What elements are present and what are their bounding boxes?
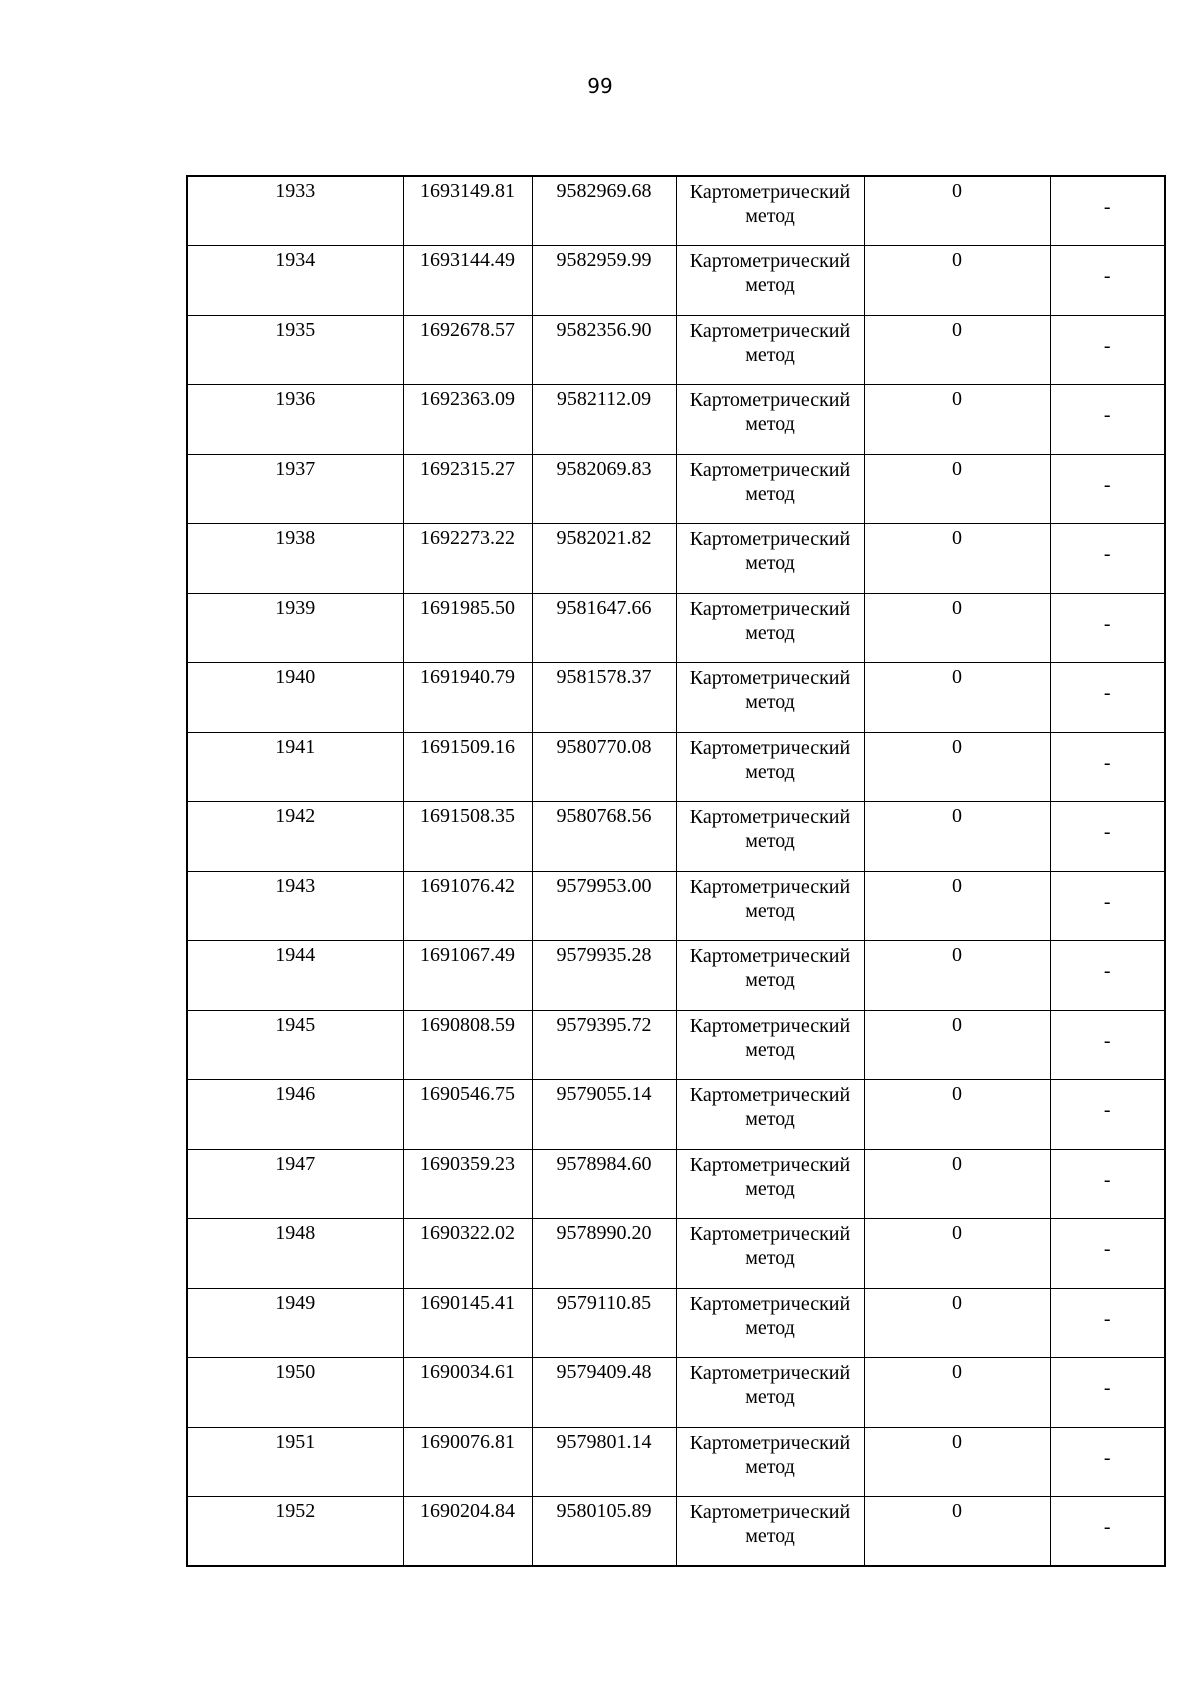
note-cell: - <box>1050 1497 1165 1567</box>
method-cell <box>676 732 864 802</box>
method-line-1: Картометрический <box>689 597 851 620</box>
x-coordinate-cell: 1693144.49 <box>403 246 532 316</box>
table-row <box>187 1080 1165 1150</box>
x-coordinate-cell: 1690204.84 <box>403 1497 532 1567</box>
accuracy-cell: 0 <box>864 454 1050 524</box>
x-coordinate-cell: 1691076.42 <box>403 871 532 941</box>
point-number-cell: 1952 <box>187 1497 403 1567</box>
method-cell <box>676 1219 864 1289</box>
method-line-1: Картометрический <box>689 945 851 967</box>
note-cell: - <box>1050 454 1165 524</box>
note-cell: - <box>1050 315 1165 385</box>
note-cell: - <box>1050 871 1165 941</box>
accuracy-cell: 0 <box>864 1149 1050 1219</box>
accuracy-cell: 0 <box>864 246 1050 316</box>
point-number-cell: 1936 <box>187 385 403 455</box>
table-row <box>187 1149 1165 1219</box>
method-line-2: метод <box>745 1247 795 1269</box>
x-coordinate-cell: 1693149.81 <box>403 176 532 246</box>
point-number-cell: 1938 <box>187 524 403 594</box>
note-cell: - <box>1050 1288 1165 1358</box>
y-coordinate-cell: 9580768.56 <box>532 802 676 872</box>
method-line-2: метод <box>745 205 795 227</box>
note-cell: - <box>1050 1219 1165 1289</box>
table-row <box>187 1497 1165 1567</box>
method-cell <box>676 1497 864 1567</box>
method-line-2: метод <box>745 969 795 991</box>
x-coordinate-cell: 1692315.27 <box>403 454 532 524</box>
x-coordinate-cell: 1690076.81 <box>403 1427 532 1497</box>
note-cell: - <box>1050 732 1165 802</box>
note-cell: - <box>1050 593 1165 663</box>
table-row <box>187 176 1165 246</box>
method-cell <box>676 454 864 524</box>
method-line-1: Картометрический <box>689 319 851 342</box>
method-line-2: метод <box>745 899 795 922</box>
y-coordinate-cell: 9580770.08 <box>532 732 676 802</box>
accuracy-cell: 0 <box>864 732 1050 802</box>
method-line-1: Картометрический <box>689 736 851 759</box>
x-coordinate-cell: 1691508.35 <box>403 802 532 872</box>
method-cell <box>676 802 864 872</box>
method-line-2: метод <box>745 552 795 574</box>
method-cell <box>676 1288 864 1358</box>
table-row <box>187 593 1165 663</box>
accuracy-cell: 0 <box>864 1427 1050 1497</box>
accuracy-cell: 0 <box>864 1497 1050 1567</box>
method-cell <box>676 593 864 663</box>
method-line-2: метод <box>745 621 795 644</box>
method-cell <box>676 246 864 316</box>
method-line-2: метод <box>745 1386 795 1408</box>
method-cell <box>676 524 864 594</box>
y-coordinate-cell: 9579801.14 <box>532 1427 676 1497</box>
note-cell: - <box>1050 1080 1165 1150</box>
table-row <box>187 732 1165 802</box>
x-coordinate-cell: 1690359.23 <box>403 1149 532 1219</box>
y-coordinate-cell: 9581578.37 <box>532 663 676 733</box>
method-line-2: метод <box>745 1316 795 1339</box>
note-cell: - <box>1050 246 1165 316</box>
method-line-2: метод <box>745 482 795 505</box>
accuracy-cell: 0 <box>864 1358 1050 1428</box>
note-cell: - <box>1050 1427 1165 1497</box>
x-coordinate-cell: 1692273.22 <box>403 524 532 594</box>
accuracy-cell: 0 <box>864 524 1050 594</box>
method-line-1: Картометрический <box>689 1431 851 1454</box>
y-coordinate-cell: 9579935.28 <box>532 941 676 1011</box>
x-coordinate-cell: 1690808.59 <box>403 1010 532 1080</box>
point-number-cell: 1947 <box>187 1149 403 1219</box>
table-row <box>187 802 1165 872</box>
note-cell: - <box>1050 663 1165 733</box>
method-cell <box>676 941 864 1011</box>
method-line-1: Картометрический <box>689 1223 851 1245</box>
coordinates-table <box>186 175 1166 1567</box>
method-line-1: Картометрический <box>689 1014 851 1037</box>
method-cell <box>676 871 864 941</box>
method-line-1: Картометрический <box>689 250 851 272</box>
accuracy-cell: 0 <box>864 871 1050 941</box>
table-row <box>187 1427 1165 1497</box>
y-coordinate-cell: 9578990.20 <box>532 1219 676 1289</box>
table-row <box>187 385 1165 455</box>
method-cell <box>676 1010 864 1080</box>
x-coordinate-cell: 1691067.49 <box>403 941 532 1011</box>
point-number-cell: 1933 <box>187 176 403 246</box>
accuracy-cell: 0 <box>864 1219 1050 1289</box>
note-cell: - <box>1050 1358 1165 1428</box>
point-number-cell: 1935 <box>187 315 403 385</box>
x-coordinate-cell: 1690322.02 <box>403 1219 532 1289</box>
note-cell: - <box>1050 385 1165 455</box>
method-cell <box>676 176 864 246</box>
table-row <box>187 454 1165 524</box>
note-cell: - <box>1050 941 1165 1011</box>
accuracy-cell: 0 <box>864 385 1050 455</box>
point-number-cell: 1934 <box>187 246 403 316</box>
method-line-1: Картометрический <box>689 528 851 550</box>
method-line-1: Картометрический <box>689 389 851 411</box>
method-line-1: Картометрический <box>689 458 851 481</box>
accuracy-cell: 0 <box>864 1010 1050 1080</box>
method-cell <box>676 385 864 455</box>
point-number-cell: 1946 <box>187 1080 403 1150</box>
point-number-cell: 1944 <box>187 941 403 1011</box>
method-line-1: Картометрический <box>689 875 851 898</box>
method-line-2: метод <box>745 413 795 435</box>
point-number-cell: 1951 <box>187 1427 403 1497</box>
method-line-2: метод <box>745 760 795 783</box>
table-row <box>187 941 1165 1011</box>
page-number: 99 <box>587 74 613 98</box>
note-cell: - <box>1050 1010 1165 1080</box>
point-number-cell: 1943 <box>187 871 403 941</box>
y-coordinate-cell: 9582959.99 <box>532 246 676 316</box>
table-row <box>187 1219 1165 1289</box>
y-coordinate-cell: 9579953.00 <box>532 871 676 941</box>
y-coordinate-cell: 9582969.68 <box>532 176 676 246</box>
point-number-cell: 1948 <box>187 1219 403 1289</box>
table-row <box>187 315 1165 385</box>
method-line-2: метод <box>745 1177 795 1200</box>
method-line-1: Картометрический <box>689 1084 851 1106</box>
x-coordinate-cell: 1691509.16 <box>403 732 532 802</box>
point-number-cell: 1937 <box>187 454 403 524</box>
x-coordinate-cell: 1691985.50 <box>403 593 532 663</box>
accuracy-cell: 0 <box>864 593 1050 663</box>
method-line-2: метод <box>745 1525 795 1547</box>
coordinates-table-body <box>187 176 1165 1566</box>
method-cell <box>676 1080 864 1150</box>
x-coordinate-cell: 1690145.41 <box>403 1288 532 1358</box>
y-coordinate-cell: 9582112.09 <box>532 385 676 455</box>
method-cell <box>676 1358 864 1428</box>
y-coordinate-cell: 9578984.60 <box>532 1149 676 1219</box>
method-line-1: Картометрический <box>689 181 851 203</box>
y-coordinate-cell: 9579110.85 <box>532 1288 676 1358</box>
point-number-cell: 1945 <box>187 1010 403 1080</box>
table-row <box>187 524 1165 594</box>
accuracy-cell: 0 <box>864 1080 1050 1150</box>
method-line-1: Картометрический <box>689 1153 851 1176</box>
method-cell <box>676 1149 864 1219</box>
accuracy-cell: 0 <box>864 1288 1050 1358</box>
note-cell: - <box>1050 524 1165 594</box>
method-line-1: Картометрический <box>689 667 851 689</box>
y-coordinate-cell: 9580105.89 <box>532 1497 676 1567</box>
method-line-2: метод <box>745 830 795 852</box>
point-number-cell: 1940 <box>187 663 403 733</box>
y-coordinate-cell: 9579055.14 <box>532 1080 676 1150</box>
method-line-2: метод <box>745 274 795 296</box>
method-line-1: Картометрический <box>689 806 851 828</box>
table-row <box>187 246 1165 316</box>
table-row <box>187 871 1165 941</box>
method-line-2: метод <box>745 691 795 713</box>
y-coordinate-cell: 9582021.82 <box>532 524 676 594</box>
table-row <box>187 1010 1165 1080</box>
point-number-cell: 1941 <box>187 732 403 802</box>
x-coordinate-cell: 1692363.09 <box>403 385 532 455</box>
y-coordinate-cell: 9582356.90 <box>532 315 676 385</box>
method-line-2: метод <box>745 1108 795 1130</box>
x-coordinate-cell: 1690034.61 <box>403 1358 532 1428</box>
method-line-1: Картометрический <box>689 1362 851 1384</box>
x-coordinate-cell: 1692678.57 <box>403 315 532 385</box>
point-number-cell: 1942 <box>187 802 403 872</box>
note-cell: - <box>1050 176 1165 246</box>
accuracy-cell: 0 <box>864 176 1050 246</box>
table-row <box>187 1288 1165 1358</box>
note-cell: - <box>1050 1149 1165 1219</box>
y-coordinate-cell: 9582069.83 <box>532 454 676 524</box>
accuracy-cell: 0 <box>864 802 1050 872</box>
method-line-1: Картометрический <box>689 1501 851 1523</box>
accuracy-cell: 0 <box>864 315 1050 385</box>
method-cell <box>676 315 864 385</box>
point-number-cell: 1950 <box>187 1358 403 1428</box>
accuracy-cell: 0 <box>864 941 1050 1011</box>
y-coordinate-cell: 9579409.48 <box>532 1358 676 1428</box>
point-number-cell: 1949 <box>187 1288 403 1358</box>
method-line-2: метод <box>745 1455 795 1478</box>
method-line-2: метод <box>745 1038 795 1061</box>
method-line-1: Картометрический <box>689 1292 851 1315</box>
method-cell <box>676 1427 864 1497</box>
x-coordinate-cell: 1691940.79 <box>403 663 532 733</box>
note-cell: - <box>1050 802 1165 872</box>
table-row <box>187 1358 1165 1428</box>
point-number-cell: 1939 <box>187 593 403 663</box>
accuracy-cell: 0 <box>864 663 1050 733</box>
method-cell <box>676 663 864 733</box>
y-coordinate-cell: 9581647.66 <box>532 593 676 663</box>
table-row <box>187 663 1165 733</box>
method-line-2: метод <box>745 343 795 366</box>
y-coordinate-cell: 9579395.72 <box>532 1010 676 1080</box>
x-coordinate-cell: 1690546.75 <box>403 1080 532 1150</box>
